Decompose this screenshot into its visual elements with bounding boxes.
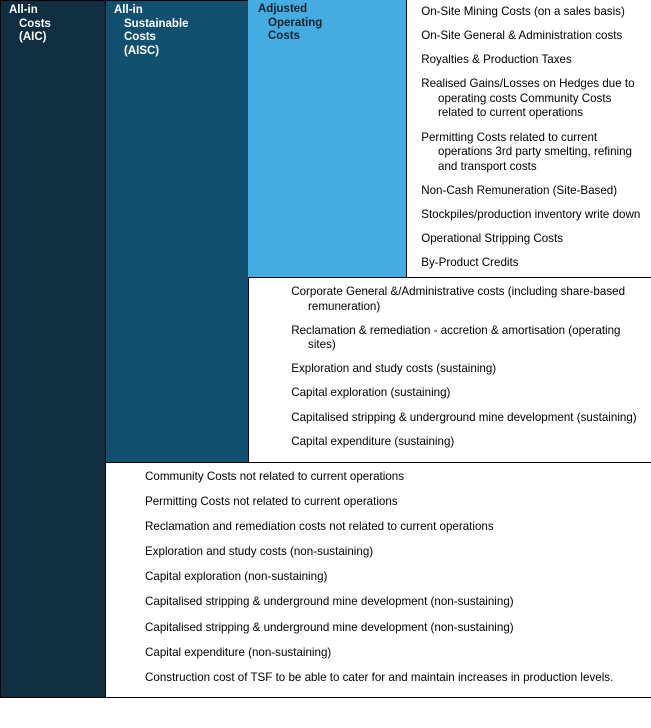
list-item: Capitalised stripping & underground mine development (non-sustaining) <box>145 620 514 634</box>
column-label-line-1: All-in <box>114 4 143 16</box>
column-label-line-3: (AIC) <box>19 31 47 43</box>
list-all-in-costs <box>106 463 651 685</box>
list-item: On-Site General & Administration costs <box>421 29 623 43</box>
panel-all-in-costs-items <box>105 462 651 698</box>
list-item: On-Site Mining Costs (on a sales basis) <box>421 5 625 18</box>
list-item: Community Costs not related to current operations <box>145 470 405 483</box>
list-item: Permitting Costs related to current operations 3rd party smelting, refining and transport costs <box>421 130 633 173</box>
list-item: Capital exploration (non-sustaining) <box>145 570 328 584</box>
column-label-all-in-costs <box>1 1 105 45</box>
column-label-line-1: Adjusted <box>258 3 308 15</box>
column-all-in-costs <box>0 0 106 698</box>
list-item: Non-Cash Remuneration (Site-Based) <box>421 183 618 197</box>
column-label-line-3: Costs <box>268 30 300 42</box>
list-all-in-sustainable-costs <box>249 278 651 449</box>
list-item: Reclamation and remediation costs not related to current operations <box>145 520 494 534</box>
list-adjusted-operating-costs <box>407 0 651 271</box>
list-item: By-Product Credits <box>421 256 519 270</box>
column-label-line-2: Operating <box>268 16 323 29</box>
list-item: Capitalised stripping & underground mine development (non-sustaining) <box>145 595 514 609</box>
list-item: Operational Stripping Costs <box>421 232 563 246</box>
column-label-all-in-sustainable-costs <box>106 1 248 58</box>
column-adjusted-operating-costs <box>248 0 407 278</box>
column-label-line-1: All-in <box>9 4 38 16</box>
list-item: Realised Gains/Losses on Hedges due to operating costs Community Costs related to current operations <box>421 77 635 120</box>
list-item: Permitting Costs not related to current operations <box>145 495 398 509</box>
list-item: Corporate General &/Administrative costs (including share-based remuneration) <box>291 285 626 313</box>
list-item: Capital exploration (sustaining) <box>291 386 451 400</box>
list-item: Royalties & Production Taxes <box>421 53 572 67</box>
column-all-in-sustainable-costs <box>105 0 249 463</box>
panel-all-in-sustainable-costs-items <box>248 277 651 463</box>
column-label-line-3: Costs <box>124 31 156 43</box>
list-item: Capitalised stripping & underground mine development (sustaining) <box>291 410 637 424</box>
column-label-adjusted-operating-costs <box>248 0 407 44</box>
list-item: Construction cost of TSF to be able to cater for and maintain increases in production levels. <box>145 670 614 684</box>
column-label-line-2: Costs <box>19 17 51 30</box>
panel-adjusted-operating-costs-items <box>406 0 651 278</box>
list-item: Reclamation & remediation - accretion & amortisation (operating sites) <box>291 323 621 352</box>
list-item: Exploration and study costs (sustaining) <box>291 362 497 376</box>
list-item: Capital expenditure (non-sustaining) <box>145 645 332 659</box>
list-item: Stockpiles/production inventory write down <box>421 207 641 221</box>
list-item: Exploration and study costs (non-sustaining) <box>145 545 374 559</box>
column-label-line-4: (AISC) <box>124 44 160 57</box>
column-label-line-2: Sustainable <box>124 17 189 30</box>
list-item: Capital expenditure (sustaining) <box>291 434 455 448</box>
